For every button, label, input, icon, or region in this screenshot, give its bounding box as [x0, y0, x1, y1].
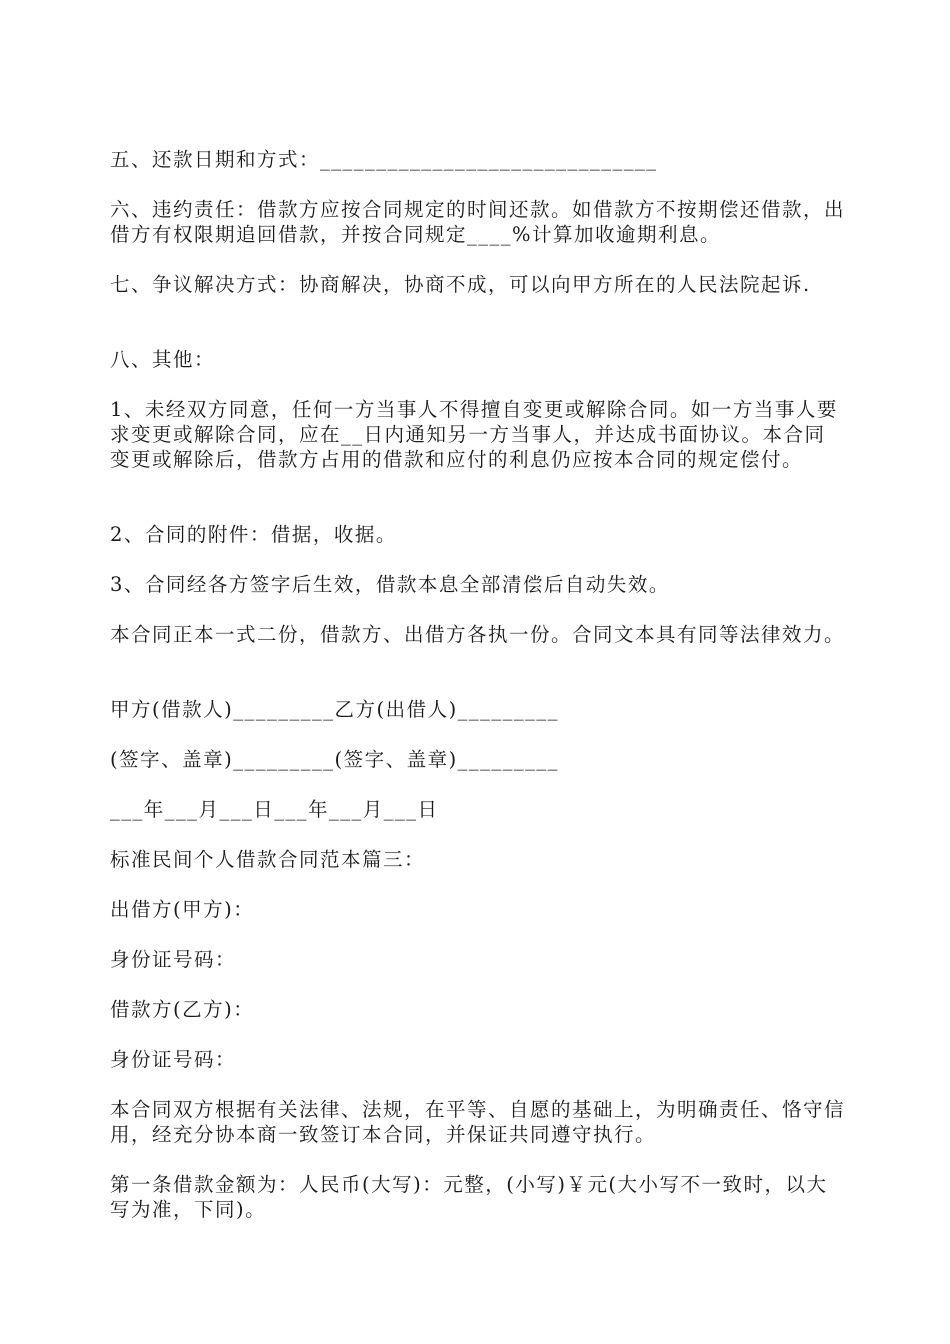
paragraph-repayment-date: 五、还款日期和方式：______________________________: [110, 148, 658, 171]
paragraph-breach-liability: 六、违约责任：借款方应按合同规定的时间还款。如借款方不按期偿还借款，出借方有权限期追回借款，并按合同规定____%计算加收逾期利息。: [110, 198, 846, 246]
field-lender-id: 身份证号码：: [110, 948, 237, 971]
signature-date-line: ___年___月___日___年___月___日: [110, 798, 439, 821]
field-borrower-id: 身份证号码：: [110, 1048, 237, 1071]
paragraph-other-item-1: 1、未经双方同意，任何一方当事人不得擅自变更或解除合同。如一方当事人要求变更或解除合同，应在__日内通知另一方当事人，并达成书面协议。本合同变更或解除后，借款方占用的借款和应付的利息仍应按本合同的规定偿付。: [110, 398, 838, 471]
paragraph-preamble: 本合同双方根据有关法律、法规，在平等、自愿的基础上，为明确责任、恪守信用，经充分协本商一致签订本合同，并保证共同遵守执行。: [110, 1098, 846, 1146]
paragraph-copies: 本合同正本一式二份，借款方、出借方各执一份。合同文本具有同等法律效力。: [110, 623, 846, 646]
field-lender: 出借方(甲方)：: [110, 898, 255, 921]
signature-seal-line: (签字、盖章)_________(签字、盖章)_________: [110, 748, 559, 771]
paragraph-article-1: 第一条借款金额为：人民币(大写)：元整，(小写)￥元(大小写不一致时，以大写为准，下同)。: [110, 1173, 828, 1221]
paragraph-other-item-2: 2、合同的附件：借据，收据。: [110, 523, 397, 546]
paragraph-other-item-3: 3、合同经各方签字后生效，借款本息全部清偿后自动失效。: [110, 573, 670, 596]
paragraph-dispute-resolution: 七、争议解决方式：协商解决，协商不成，可以向甲方所在的人民法院起诉.: [110, 273, 811, 296]
paragraph-other-heading: 八、其他：: [110, 348, 216, 371]
field-borrower: 借款方(乙方)：: [110, 998, 255, 1021]
signature-parties-line: 甲方(借款人)_________乙方(出借人)_________: [110, 698, 559, 721]
section-title-part-three: 标准民间个人借款合同范本篇三：: [110, 848, 426, 871]
